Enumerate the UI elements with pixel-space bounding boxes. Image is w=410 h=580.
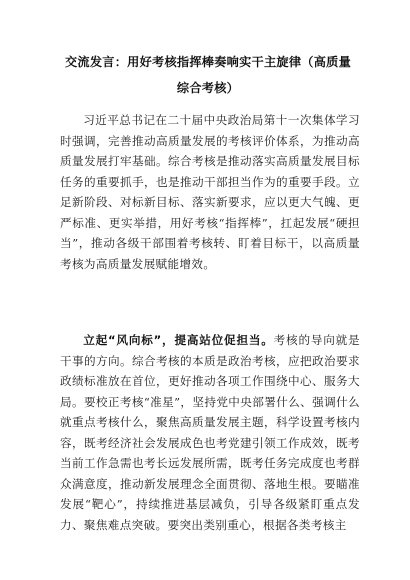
paragraph-text: 习近平总书记在二十届中央政治局第十一次集体学习时强调，完善推动高质量发展的考核评价体系，为推动高质量发展打牢基础。综合考核是推动落实高质量发展目标任务的重要抓手，也是推动干部担当作为的重要手段。立足新阶段、对标新目标、落实新要求，应以更大气魄、更严标准、更实举措，用好考核“指挥棒”，扛起发展“硬担当”，推动各级干部围着考核转、盯着目标干，以高质量考核为高质量发展赋能增效。 [60,113,360,271]
document-title: 交流发言：用好考核指挥棒奏响实干主旋律（高质量综合考核） [64,55,352,95]
paragraph-text: 考核的导向就是干事的方向。综合考核的本质是政治考核，应把政治要求政绩标准放在首位，更好推动各项工作围绕中心、服务大局。要校正考核“准星”，坚持党中央部署什么、强调什么就重点考核什么，聚焦高质量发展主题，科学设置考核内容，既考经济社会发展成色也考党建引领工作成效，既考当前工作急需也考长远发展所需，既考任务完成度也考群众满意度，推动新发展理念全面贯彻、落地生根。要瞄准发展“靶心”，持续推进基层减负，引导各级紧盯重点发力、聚焦难点突破。要突出类别重心，根据各类考核主 [60,333,361,532]
paragraph-lead-heading: 立起“风向标”，提高站位促担当。 [83,333,274,347]
body-paragraph-1 [60,110,360,274]
body-paragraph-2 [60,330,360,535]
